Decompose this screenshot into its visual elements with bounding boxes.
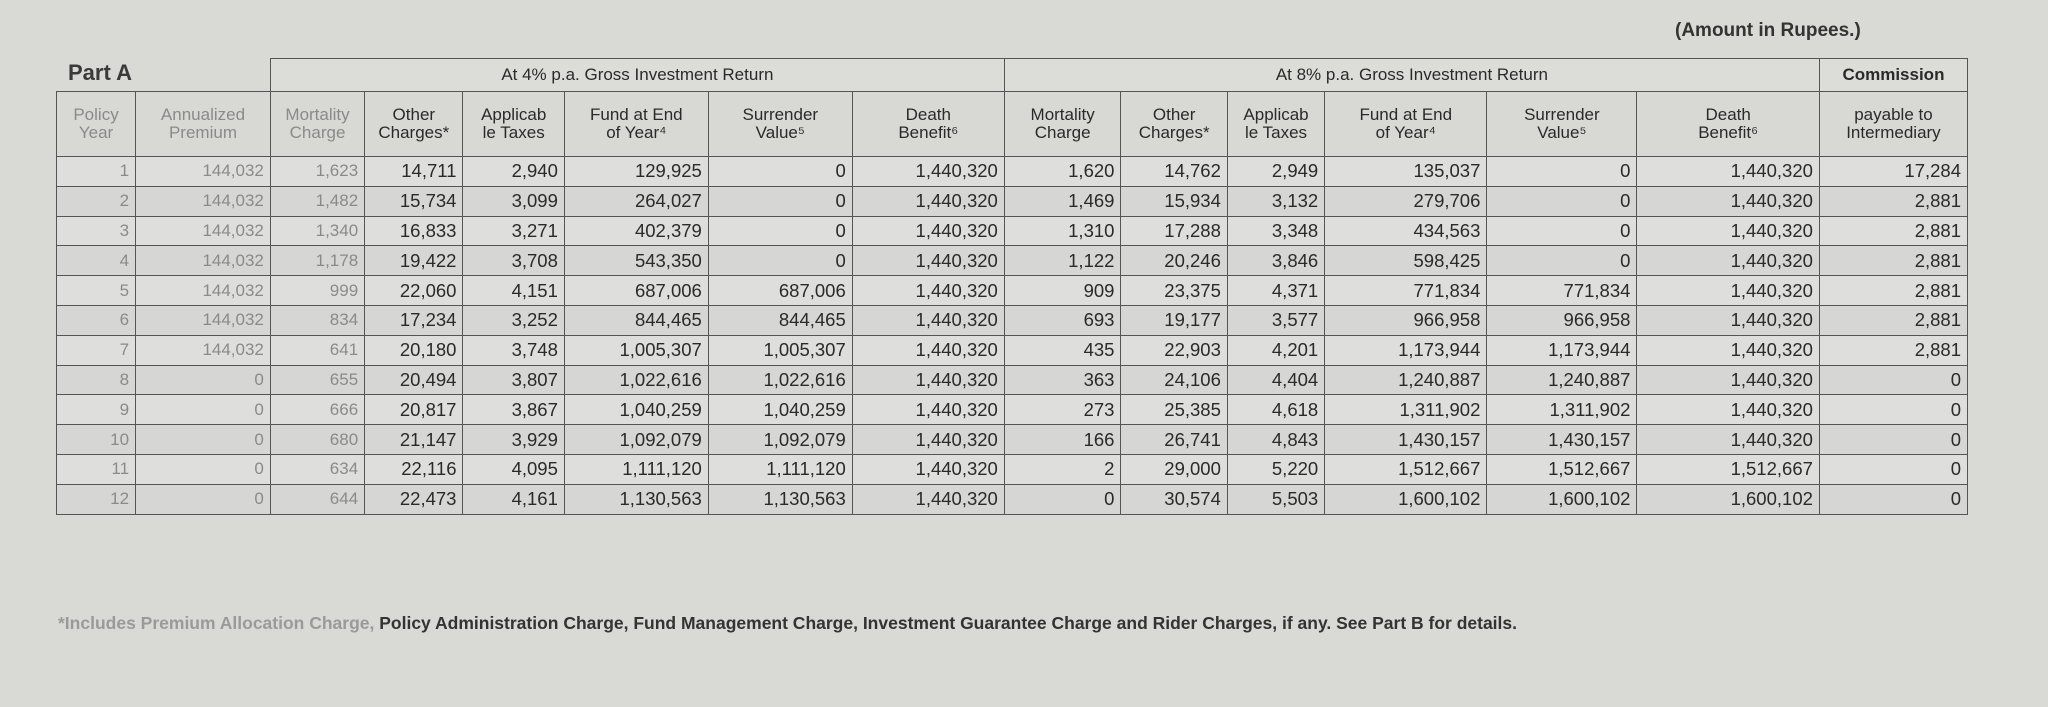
- cell-other-charges-8pct: 30,574: [1121, 484, 1227, 514]
- cell-annualized-premium: 144,032: [136, 157, 271, 187]
- cell-taxes-4pct: 3,807: [463, 365, 564, 395]
- cell-death-benefit-4pct: 1,440,320: [852, 425, 1004, 455]
- cell-other-charges-4pct: 14,711: [365, 157, 463, 187]
- cell-other-charges-4pct: 19,422: [365, 246, 463, 276]
- cell-mortality-4pct: 834: [270, 305, 364, 335]
- table-row: [57, 454, 1968, 484]
- cell-commission: 2,881: [1819, 186, 1967, 216]
- cell-death-benefit-4pct: 1,440,320: [852, 186, 1004, 216]
- cell-death-benefit-4pct: 1,440,320: [852, 305, 1004, 335]
- header-blank-corner: [57, 59, 271, 92]
- cell-other-charges-4pct: 21,147: [365, 425, 463, 455]
- cell-surrender-4pct: 0: [708, 186, 852, 216]
- cell-fund-4pct: 129,925: [564, 157, 708, 187]
- cell-fund-4pct: 1,092,079: [564, 425, 708, 455]
- cell-policy-year: 9: [57, 395, 136, 425]
- cell-other-charges-8pct: 24,106: [1121, 365, 1227, 395]
- cell-commission: 2,881: [1819, 276, 1967, 306]
- cell-taxes-8pct: 3,348: [1227, 216, 1324, 246]
- cell-death-benefit-8pct: 1,600,102: [1637, 484, 1820, 514]
- cell-other-charges-4pct: 22,060: [365, 276, 463, 306]
- cell-fund-8pct: 1,512,667: [1325, 454, 1487, 484]
- table-row: [57, 305, 1968, 335]
- cell-mortality-4pct: 644: [270, 484, 364, 514]
- cell-mortality-8pct: 0: [1004, 484, 1121, 514]
- cell-commission: 2,881: [1819, 335, 1967, 365]
- footnote-rest: Policy Administration Charge, Fund Management Charge, Investment Guarantee Charge and Rider Charges, if any. See Part B for details.: [374, 613, 1517, 633]
- cell-policy-year: 2: [57, 186, 136, 216]
- cell-other-charges-4pct: 20,494: [365, 365, 463, 395]
- cell-annualized-premium: 144,032: [136, 305, 271, 335]
- cell-death-benefit-4pct: 1,440,320: [852, 454, 1004, 484]
- cell-fund-8pct: 1,600,102: [1325, 484, 1487, 514]
- cell-taxes-4pct: 3,748: [463, 335, 564, 365]
- cell-policy-year: 7: [57, 335, 136, 365]
- cell-mortality-4pct: 1,623: [270, 157, 364, 187]
- cell-surrender-8pct: 1,173,944: [1487, 335, 1637, 365]
- cell-fund-4pct: 687,006: [564, 276, 708, 306]
- cell-commission: 0: [1819, 484, 1967, 514]
- cell-mortality-8pct: 1,310: [1004, 216, 1121, 246]
- cell-mortality-4pct: 1,340: [270, 216, 364, 246]
- cell-mortality-8pct: 2: [1004, 454, 1121, 484]
- cell-surrender-8pct: 0: [1487, 186, 1637, 216]
- cell-fund-8pct: 1,311,902: [1325, 395, 1487, 425]
- cell-death-benefit-4pct: 1,440,320: [852, 216, 1004, 246]
- cell-death-benefit-8pct: 1,440,320: [1637, 305, 1820, 335]
- cell-fund-8pct: 598,425: [1325, 246, 1487, 276]
- cell-fund-4pct: 264,027: [564, 186, 708, 216]
- group-header-4pct: At 4% p.a. Gross Investment Return: [270, 59, 1004, 92]
- cell-annualized-premium: 144,032: [136, 216, 271, 246]
- cell-policy-year: 8: [57, 365, 136, 395]
- cell-policy-year: 11: [57, 454, 136, 484]
- benefit-illustration-table: [56, 58, 1968, 515]
- col-header-annualized-premium: Annualized Premium: [136, 92, 271, 157]
- cell-surrender-4pct: 1,111,120: [708, 454, 852, 484]
- cell-fund-8pct: 434,563: [1325, 216, 1487, 246]
- cell-surrender-8pct: 0: [1487, 216, 1637, 246]
- cell-taxes-4pct: 2,940: [463, 157, 564, 187]
- cell-mortality-8pct: 166: [1004, 425, 1121, 455]
- cell-surrender-4pct: 687,006: [708, 276, 852, 306]
- cell-surrender-8pct: 1,512,667: [1487, 454, 1637, 484]
- cell-surrender-4pct: 0: [708, 216, 852, 246]
- cell-mortality-4pct: 680: [270, 425, 364, 455]
- cell-annualized-premium: 0: [136, 484, 271, 514]
- cell-death-benefit-4pct: 1,440,320: [852, 395, 1004, 425]
- cell-death-benefit-8pct: 1,512,667: [1637, 454, 1820, 484]
- cell-taxes-4pct: 3,252: [463, 305, 564, 335]
- cell-taxes-8pct: 5,503: [1227, 484, 1324, 514]
- cell-taxes-4pct: 3,867: [463, 395, 564, 425]
- cell-mortality-8pct: 273: [1004, 395, 1121, 425]
- cell-annualized-premium: 0: [136, 395, 271, 425]
- cell-fund-4pct: 1,111,120: [564, 454, 708, 484]
- amount-unit-note: (Amount in Rupees.): [1675, 20, 1861, 41]
- col-header-surrender-4pct: Surrender Value⁵: [708, 92, 852, 157]
- cell-fund-8pct: 1,430,157: [1325, 425, 1487, 455]
- cell-surrender-8pct: 0: [1487, 157, 1637, 187]
- cell-fund-4pct: 543,350: [564, 246, 708, 276]
- cell-fund-8pct: 135,037: [1325, 157, 1487, 187]
- cell-death-benefit-8pct: 1,440,320: [1637, 425, 1820, 455]
- cell-mortality-8pct: 909: [1004, 276, 1121, 306]
- cell-other-charges-8pct: 19,177: [1121, 305, 1227, 335]
- cell-death-benefit-8pct: 1,440,320: [1637, 395, 1820, 425]
- cell-fund-4pct: 1,005,307: [564, 335, 708, 365]
- cell-mortality-8pct: 1,620: [1004, 157, 1121, 187]
- part-title: Part A: [68, 60, 132, 85]
- cell-fund-4pct: 1,130,563: [564, 484, 708, 514]
- cell-mortality-8pct: 435: [1004, 335, 1121, 365]
- table-row: [57, 186, 1968, 216]
- cell-other-charges-8pct: 26,741: [1121, 425, 1227, 455]
- cell-other-charges-4pct: 22,473: [365, 484, 463, 514]
- cell-fund-8pct: 1,240,887: [1325, 365, 1487, 395]
- cell-annualized-premium: 144,032: [136, 246, 271, 276]
- col-header-surrender-8pct: Surrender Value⁵: [1487, 92, 1637, 157]
- cell-annualized-premium: 144,032: [136, 186, 271, 216]
- cell-surrender-4pct: 1,022,616: [708, 365, 852, 395]
- cell-mortality-8pct: 1,122: [1004, 246, 1121, 276]
- cell-surrender-4pct: 1,130,563: [708, 484, 852, 514]
- cell-commission: 0: [1819, 365, 1967, 395]
- cell-other-charges-4pct: 15,734: [365, 186, 463, 216]
- cell-policy-year: 12: [57, 484, 136, 514]
- cell-fund-4pct: 844,465: [564, 305, 708, 335]
- cell-taxes-8pct: 3,577: [1227, 305, 1324, 335]
- cell-taxes-8pct: 4,201: [1227, 335, 1324, 365]
- footnote-lead: *Includes Premium Allocation Charge,: [58, 613, 375, 633]
- col-header-other-charges-4pct: Other Charges*: [365, 92, 463, 157]
- table-row: [57, 276, 1968, 306]
- table-row: [57, 157, 1968, 187]
- cell-surrender-8pct: 771,834: [1487, 276, 1637, 306]
- cell-mortality-8pct: 693: [1004, 305, 1121, 335]
- cell-mortality-4pct: 634: [270, 454, 364, 484]
- cell-taxes-4pct: 3,929: [463, 425, 564, 455]
- cell-other-charges-8pct: 29,000: [1121, 454, 1227, 484]
- cell-death-benefit-4pct: 1,440,320: [852, 335, 1004, 365]
- cell-death-benefit-8pct: 1,440,320: [1637, 157, 1820, 187]
- cell-surrender-8pct: 1,600,102: [1487, 484, 1637, 514]
- cell-other-charges-8pct: 15,934: [1121, 186, 1227, 216]
- cell-death-benefit-4pct: 1,440,320: [852, 246, 1004, 276]
- col-header-taxes-4pct: Applicab le Taxes: [463, 92, 564, 157]
- cell-fund-4pct: 1,022,616: [564, 365, 708, 395]
- cell-taxes-8pct: 3,132: [1227, 186, 1324, 216]
- cell-commission: 2,881: [1819, 246, 1967, 276]
- cell-death-benefit-4pct: 1,440,320: [852, 484, 1004, 514]
- footnote: [58, 613, 1517, 634]
- cell-surrender-4pct: 1,092,079: [708, 425, 852, 455]
- cell-other-charges-8pct: 20,246: [1121, 246, 1227, 276]
- cell-taxes-8pct: 4,843: [1227, 425, 1324, 455]
- cell-fund-4pct: 402,379: [564, 216, 708, 246]
- cell-death-benefit-8pct: 1,440,320: [1637, 186, 1820, 216]
- cell-surrender-4pct: 1,005,307: [708, 335, 852, 365]
- cell-mortality-4pct: 655: [270, 365, 364, 395]
- cell-other-charges-8pct: 25,385: [1121, 395, 1227, 425]
- table-body: [57, 157, 1968, 515]
- table-row: [57, 246, 1968, 276]
- table-row: [57, 216, 1968, 246]
- cell-surrender-4pct: 0: [708, 157, 852, 187]
- cell-fund-8pct: 966,958: [1325, 305, 1487, 335]
- cell-other-charges-8pct: 14,762: [1121, 157, 1227, 187]
- table-row: [57, 335, 1968, 365]
- cell-fund-8pct: 279,706: [1325, 186, 1487, 216]
- cell-annualized-premium: 144,032: [136, 276, 271, 306]
- cell-taxes-4pct: 4,095: [463, 454, 564, 484]
- cell-taxes-8pct: 4,404: [1227, 365, 1324, 395]
- cell-taxes-4pct: 3,099: [463, 186, 564, 216]
- cell-mortality-4pct: 1,482: [270, 186, 364, 216]
- cell-taxes-4pct: 3,271: [463, 216, 564, 246]
- cell-other-charges-8pct: 17,288: [1121, 216, 1227, 246]
- col-header-other-charges-8pct: Other Charges*: [1121, 92, 1227, 157]
- cell-mortality-8pct: 363: [1004, 365, 1121, 395]
- cell-policy-year: 3: [57, 216, 136, 246]
- col-header-mortality-8pct: Mortality Charge: [1004, 92, 1121, 157]
- cell-fund-8pct: 1,173,944: [1325, 335, 1487, 365]
- cell-death-benefit-8pct: 1,440,320: [1637, 276, 1820, 306]
- cell-death-benefit-4pct: 1,440,320: [852, 365, 1004, 395]
- cell-taxes-8pct: 5,220: [1227, 454, 1324, 484]
- cell-taxes-4pct: 3,708: [463, 246, 564, 276]
- cell-death-benefit-8pct: 1,440,320: [1637, 246, 1820, 276]
- cell-policy-year: 1: [57, 157, 136, 187]
- cell-annualized-premium: 0: [136, 454, 271, 484]
- cell-mortality-4pct: 999: [270, 276, 364, 306]
- col-header-taxes-8pct: Applicab le Taxes: [1227, 92, 1324, 157]
- cell-death-benefit-8pct: 1,440,320: [1637, 335, 1820, 365]
- table-row: [57, 484, 1968, 514]
- col-header-commission: payable to Intermediary: [1819, 92, 1967, 157]
- cell-death-benefit-4pct: 1,440,320: [852, 276, 1004, 306]
- cell-annualized-premium: 0: [136, 425, 271, 455]
- cell-surrender-4pct: 844,465: [708, 305, 852, 335]
- cell-policy-year: 4: [57, 246, 136, 276]
- cell-surrender-8pct: 1,240,887: [1487, 365, 1637, 395]
- col-header-death-benefit-4pct: Death Benefit⁶: [852, 92, 1004, 157]
- cell-policy-year: 6: [57, 305, 136, 335]
- col-header-mortality-4pct: Mortality Charge: [270, 92, 364, 157]
- col-header-fund-4pct: Fund at End of Year⁴: [564, 92, 708, 157]
- cell-annualized-premium: 0: [136, 365, 271, 395]
- cell-mortality-4pct: 1,178: [270, 246, 364, 276]
- cell-surrender-4pct: 1,040,259: [708, 395, 852, 425]
- cell-other-charges-4pct: 22,116: [365, 454, 463, 484]
- cell-commission: 17,284: [1819, 157, 1967, 187]
- cell-taxes-8pct: 4,618: [1227, 395, 1324, 425]
- cell-other-charges-4pct: 20,817: [365, 395, 463, 425]
- cell-commission: 2,881: [1819, 216, 1967, 246]
- group-header-8pct: At 8% p.a. Gross Investment Return: [1004, 59, 1819, 92]
- cell-policy-year: 5: [57, 276, 136, 306]
- cell-surrender-8pct: 0: [1487, 246, 1637, 276]
- cell-other-charges-8pct: 23,375: [1121, 276, 1227, 306]
- table-row: [57, 425, 1968, 455]
- col-header-policy-year: Policy Year: [57, 92, 136, 157]
- cell-death-benefit-8pct: 1,440,320: [1637, 365, 1820, 395]
- table-row: [57, 365, 1968, 395]
- cell-mortality-4pct: 641: [270, 335, 364, 365]
- table-row: [57, 395, 1968, 425]
- group-header-commission: Commission: [1819, 59, 1967, 92]
- cell-fund-4pct: 1,040,259: [564, 395, 708, 425]
- cell-commission: 0: [1819, 454, 1967, 484]
- cell-death-benefit-4pct: 1,440,320: [852, 157, 1004, 187]
- cell-taxes-4pct: 4,161: [463, 484, 564, 514]
- cell-surrender-8pct: 1,430,157: [1487, 425, 1637, 455]
- cell-taxes-8pct: 2,949: [1227, 157, 1324, 187]
- cell-commission: 2,881: [1819, 305, 1967, 335]
- cell-taxes-4pct: 4,151: [463, 276, 564, 306]
- cell-other-charges-8pct: 22,903: [1121, 335, 1227, 365]
- cell-commission: 0: [1819, 425, 1967, 455]
- cell-mortality-4pct: 666: [270, 395, 364, 425]
- col-header-death-benefit-8pct: Death Benefit⁶: [1637, 92, 1820, 157]
- cell-fund-8pct: 771,834: [1325, 276, 1487, 306]
- cell-surrender-8pct: 966,958: [1487, 305, 1637, 335]
- cell-other-charges-4pct: 16,833: [365, 216, 463, 246]
- cell-surrender-8pct: 1,311,902: [1487, 395, 1637, 425]
- cell-death-benefit-8pct: 1,440,320: [1637, 216, 1820, 246]
- cell-other-charges-4pct: 20,180: [365, 335, 463, 365]
- col-header-fund-8pct: Fund at End of Year⁴: [1325, 92, 1487, 157]
- cell-mortality-8pct: 1,469: [1004, 186, 1121, 216]
- cell-taxes-8pct: 3,846: [1227, 246, 1324, 276]
- cell-annualized-premium: 144,032: [136, 335, 271, 365]
- benefit-illustration-table-wrap: [56, 58, 1968, 515]
- cell-other-charges-4pct: 17,234: [365, 305, 463, 335]
- cell-surrender-4pct: 0: [708, 246, 852, 276]
- cell-policy-year: 10: [57, 425, 136, 455]
- cell-commission: 0: [1819, 395, 1967, 425]
- cell-taxes-8pct: 4,371: [1227, 276, 1324, 306]
